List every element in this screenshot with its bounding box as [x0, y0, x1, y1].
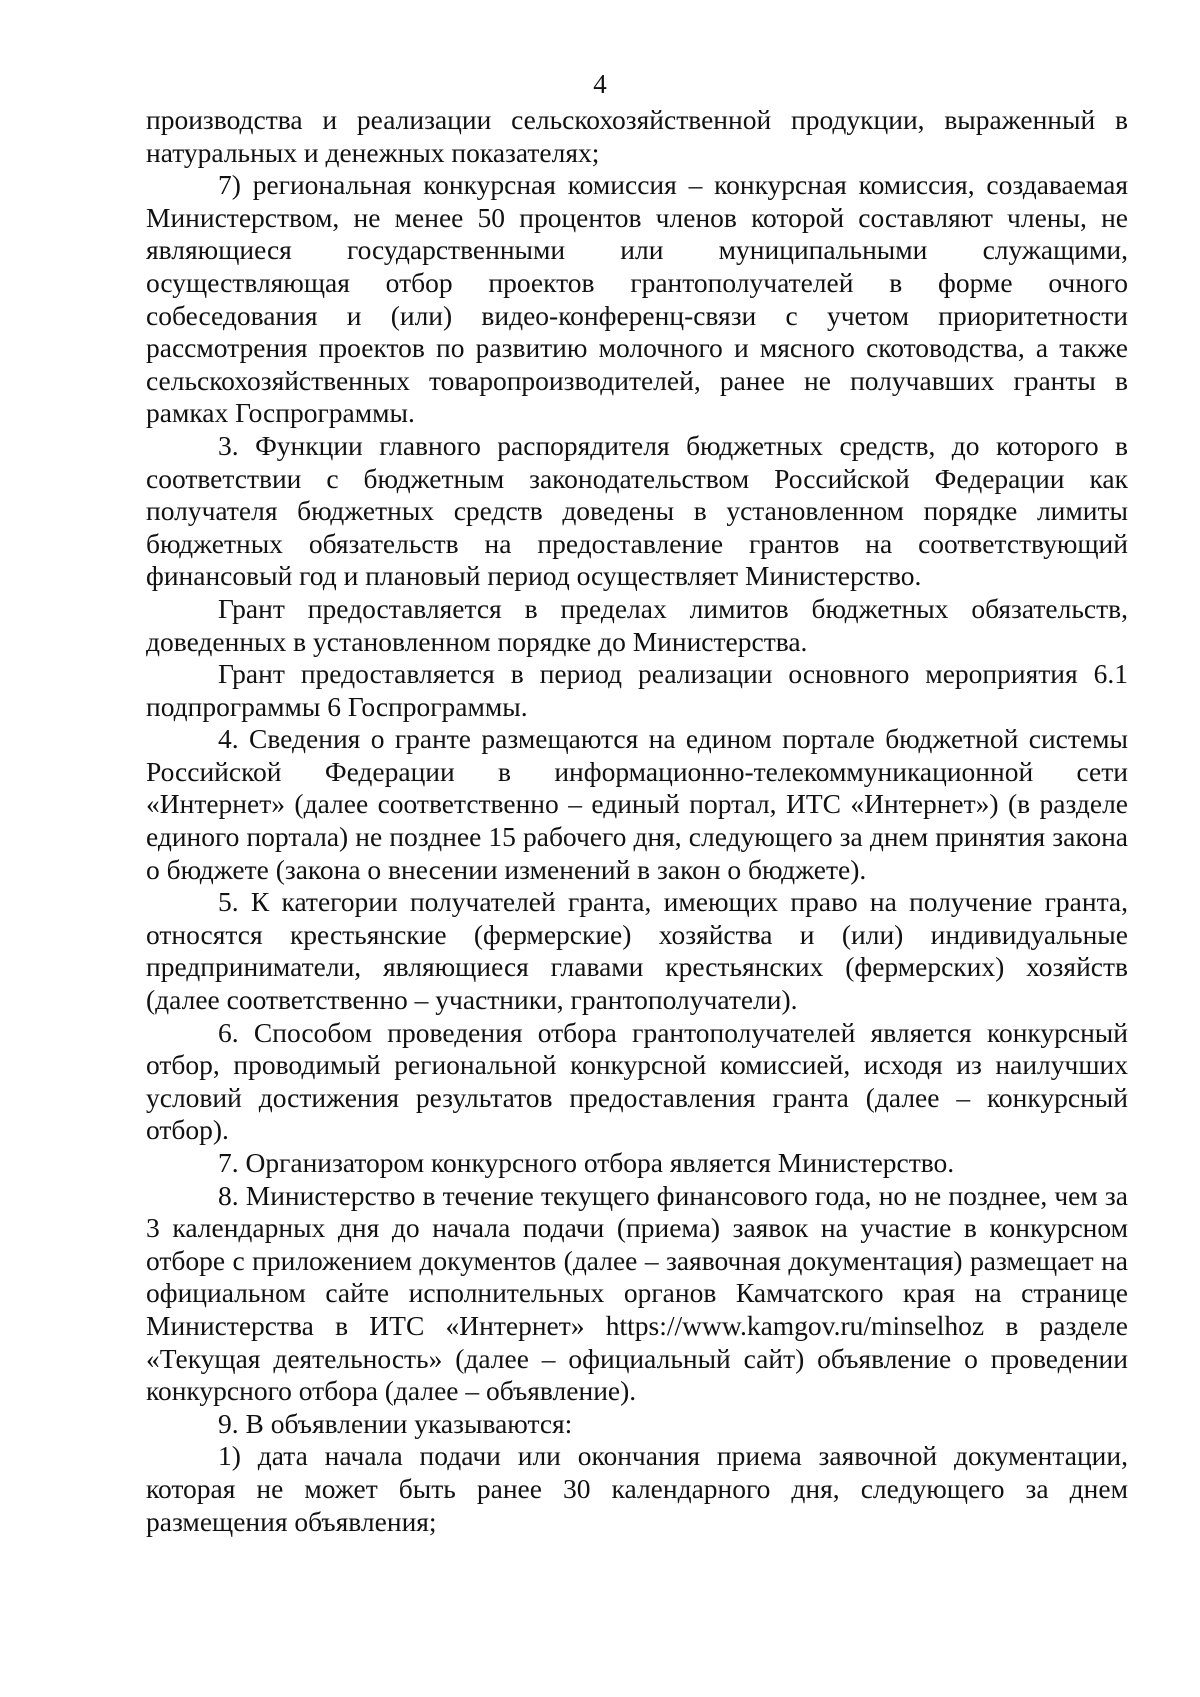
paragraph-section-3-functions: 3. Функции главного распорядителя бюджетных средств, до которого в соответствии с бюджетным законодательством Российской Федерации как получателя бюджетных средств доведены в установленном порядке лимиты бюджетных обязательств на предоставление грантов на соответствующий финансовый год и плановый период осуществляет Министерство. [146, 429, 1128, 592]
paragraph-section-8-announcement: 8. Министерство в течение текущего финансового года, но не позднее, чем за 3 календарных дня до начала подачи (приема) заявок на участие в конкурсном отборе с приложением документов (далее – заявочная документация) размещает на официальном сайте исполнительных органов Камчатского края на странице Министерства в ИТС «Интернет» https://www.kamgov.ru/minselhoz в разделе «Текущая деятельность» (далее – официальный сайт) объявление о проведении конкурсного отбора (далее – объявление). [146, 1179, 1128, 1407]
paragraph-section-5-recipients: 5. К категории получателей гранта, имеющих право на получение гранта, относятся крестьянские (фермерские) хозяйства и (или) индивидуальные предприниматели, являющиеся главами крестьянских (фермерских) хозяйств (далее соответственно – участники, грантополучатели). [146, 886, 1128, 1016]
paragraph-item-7-regional-commission: 7) региональная конкурсная комиссия – конкурсная комиссия, создаваемая Министерством, не менее 50 процентов членов которой составляют члены, не являющиеся государственными или муниципальными служащими, осуществляющая отбор проектов грантополучателей в форме очного собеседования и (или) видео-конференц-связи с учетом приоритетности рассмотрения проектов по развитию молочного и мясного скотоводства, а также сельскохозяйственных товаропроизводителей, ранее не получавших гранты в рамках Госпрограммы. [146, 169, 1128, 429]
paragraph-section-9-heading: 9. В объявлении указываются: [218, 1407, 573, 1439]
page-number: 4 [593, 69, 607, 99]
paragraph-grant-period: Грант предоставляется в период реализации основного мероприятия 6.1 подпрограммы 6 Госпрограммы. [146, 658, 1128, 722]
paragraph-continuation: производства и реализации сельскохозяйственной продукции, выраженный в натуральных и денежных показателях; [146, 104, 1128, 168]
paragraph-section-6-selection-method: 6. Способом проведения отбора грантополучателей является конкурсный отбор, проводимый региональной конкурсной комиссией, исходя из наилучших условий достижения результатов предоставления гранта (далее – конкурсный отбор). [146, 1016, 1128, 1146]
paragraph-grant-limits: Грант предоставляется в пределах лимитов бюджетных обязательств, доведенных в установленном порядке до Министерства. [146, 592, 1128, 657]
paragraph-section-7-organizer: 7. Организатором конкурсного отбора является Министерство. [218, 1147, 955, 1178]
paragraph-section-4-portal: 4. Сведения о гранте размещаются на едином портале бюджетной системы Российской Федерации в информационно-телекоммуникационной сети «Интернет» (далее соответственно – единый портал, ИТС «Интернет») (в разделе единого портала) не позднее 15 рабочего дня, следующего за днем принятия закона о бюджете (закона о внесении изменений в закон о бюджете). [146, 723, 1128, 885]
paragraph-section-9-item-1: 1) дата начала подачи или окончания приема заявочной документации, которая не может быть ранее 30 календарного дня, следующего за днем размещения объявления; [146, 1440, 1128, 1537]
document-body [146, 104, 1128, 1538]
